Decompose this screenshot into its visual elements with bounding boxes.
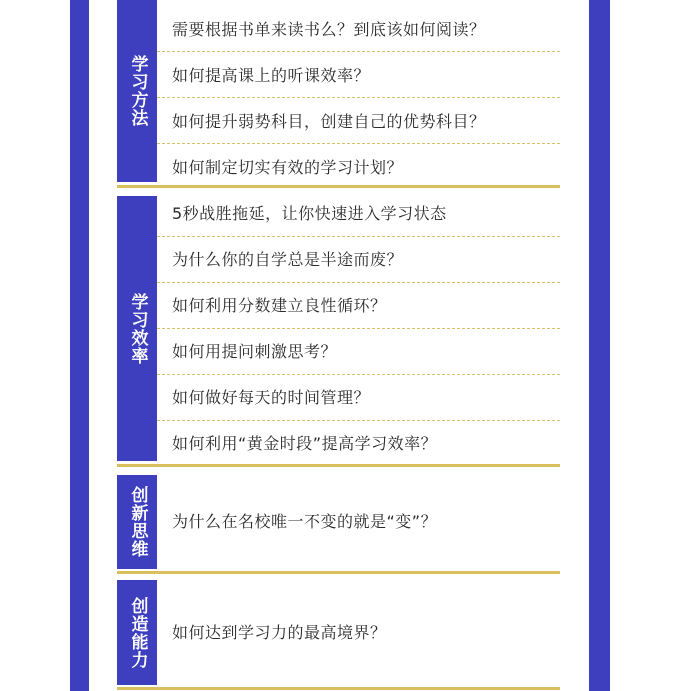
section-label-block	[117, 580, 157, 685]
gold-divider	[117, 464, 560, 467]
list-item: 如何用提问刺激思考？	[172, 341, 338, 361]
item-list	[157, 196, 560, 461]
item-list	[157, 475, 560, 569]
section-study-method	[117, 0, 560, 182]
section-label-block	[117, 475, 157, 569]
section-label: 学习效率	[127, 292, 148, 365]
list-item: 需要根据书单来读书么？到底该如何阅读？	[172, 19, 486, 39]
section-study-efficiency	[117, 196, 560, 461]
section-label: 学习方法	[127, 55, 148, 127]
section-label-block	[117, 0, 157, 182]
section-label: 创新思维	[127, 486, 148, 558]
section-label-block	[117, 196, 157, 461]
gold-divider	[117, 571, 560, 574]
list-item: 如何提高课上的听课效率？	[172, 65, 371, 85]
section-innovative-thinking	[117, 475, 560, 569]
list-item: 如何达到学习力的最高境界？	[172, 622, 387, 642]
section-label: 创造能力	[127, 596, 148, 669]
list-item: 如何利用“黄金时段”提高学习效率？	[172, 433, 438, 453]
section-creative-ability	[117, 580, 560, 685]
item-list	[157, 0, 560, 182]
list-item: 如何利用分数建立良性循环？	[172, 295, 387, 315]
gold-divider	[117, 185, 560, 188]
list-item: 5秒战胜拖延，让你快速进入学习状态	[172, 203, 447, 223]
list-item: 如何制定切实有效的学习计划？	[172, 157, 404, 177]
list-item: 如何做好每天的时间管理？	[172, 387, 371, 407]
gold-divider	[117, 687, 560, 690]
list-item: 为什么你的自学总是半途而废？	[172, 249, 404, 269]
list-item: 如何提升弱势科目，创建自己的优势科目？	[172, 111, 486, 131]
list-item: 为什么在名校唯一不变的就是“变”？	[172, 511, 438, 531]
item-list	[157, 580, 560, 685]
